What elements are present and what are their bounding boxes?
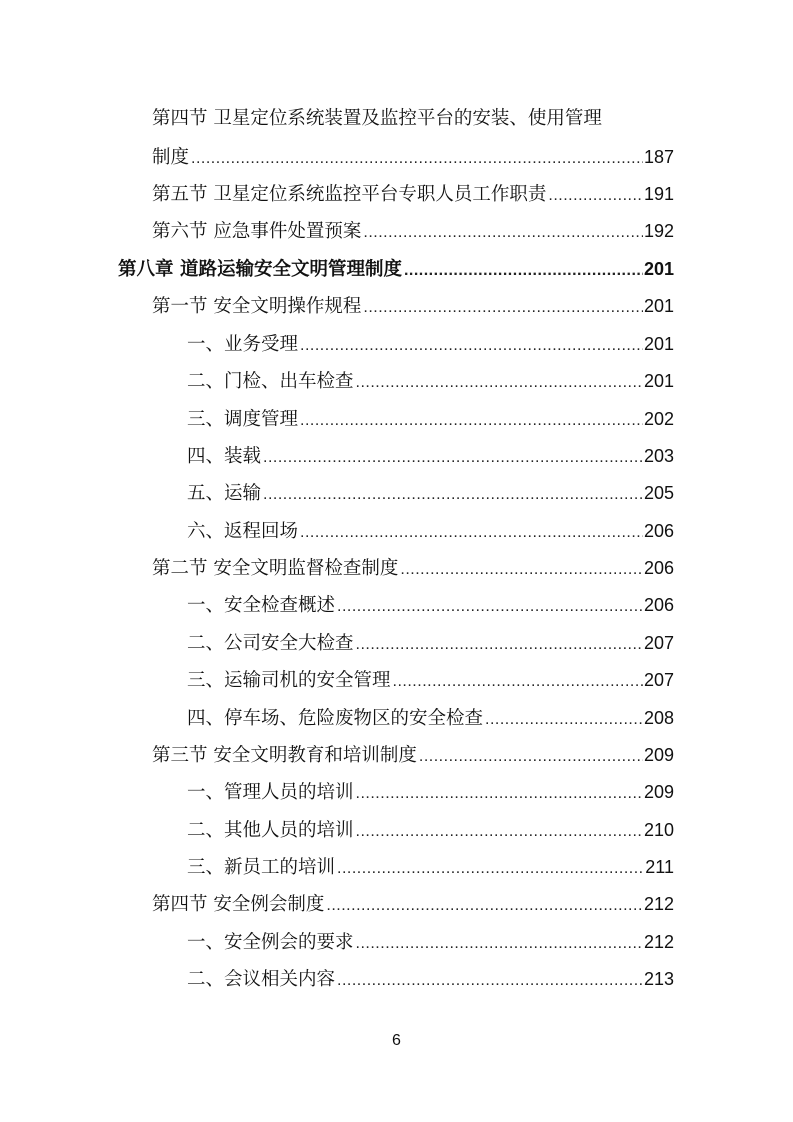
toc-entry-label: 第二节 安全文明监督检查制度: [152, 558, 399, 579]
toc-entry[interactable]: [152, 293, 674, 319]
toc-entry-page: 187: [643, 147, 674, 167]
toc-leader-dots: [263, 482, 643, 506]
toc-leader-dots: [300, 520, 643, 544]
toc-entry-page: 209: [643, 782, 674, 802]
toc-leader-dots: [404, 258, 643, 282]
toc-subentry[interactable]: [187, 331, 674, 357]
toc-entry-label: 三、新员工的培训: [187, 857, 336, 878]
toc-leader-dots: [356, 819, 643, 843]
toc-entry-label: 三、调度管理: [187, 409, 299, 430]
toc-subentry[interactable]: [187, 406, 674, 432]
toc-leader-dots: [300, 333, 643, 357]
toc-leader-dots: [300, 408, 643, 432]
toc-entry-label: 第五节 卫星定位系统监控平台专职人员工作职责: [152, 184, 547, 205]
toc-leader-dots: [356, 632, 643, 656]
toc-entry-page: 207: [643, 633, 674, 653]
toc-leader-dots: [363, 295, 643, 319]
toc-entry-page: 201: [643, 371, 674, 391]
toc-subentry[interactable]: [187, 817, 674, 843]
toc-subentry[interactable]: [187, 443, 674, 469]
toc-leader-dots: [400, 557, 643, 581]
toc-entry[interactable]: [152, 218, 674, 244]
toc-entry-page: 201: [643, 259, 674, 279]
toc-subentry[interactable]: [187, 667, 674, 693]
toc-subentry[interactable]: [187, 518, 674, 544]
toc-leader-dots: [337, 856, 644, 880]
toc-entry-page: 205: [643, 483, 674, 503]
toc-entry-page: 202: [643, 409, 674, 429]
toc-subentry[interactable]: [187, 480, 674, 506]
toc-entry-page: 191: [643, 184, 674, 204]
toc-entry-label: 四、停车场、危险废物区的安全检查: [187, 708, 484, 729]
toc-leader-dots: [356, 370, 643, 394]
toc-entry-label: 第四节 安全例会制度: [152, 894, 325, 915]
toc-entry-label: 第八章 道路运输安全文明管理制度: [118, 259, 402, 280]
toc-leader-dots: [485, 707, 643, 731]
toc-entry-label: 四、装载: [187, 446, 262, 467]
toc-entry-page: 201: [643, 296, 674, 316]
toc-leader-dots: [356, 781, 643, 805]
toc-entry-label: 二、其他人员的培训: [187, 820, 354, 841]
toc-entry-page: 203: [643, 446, 674, 466]
toc-leader-dots: [337, 968, 643, 992]
toc-subentry[interactable]: [187, 592, 674, 618]
toc-leader-dots: [326, 893, 643, 917]
toc-subentry[interactable]: [187, 966, 674, 992]
page-number: 6: [392, 1032, 401, 1049]
toc-entry-label: 第三节 安全文明教育和培训制度: [152, 745, 417, 766]
toc-entry-page: 212: [643, 894, 674, 914]
toc-leader-dots: [191, 146, 643, 170]
toc-leader-dots: [393, 669, 643, 693]
toc-entry-page: 212: [643, 932, 674, 952]
toc-leader-dots: [356, 931, 643, 955]
toc-subentry[interactable]: [187, 368, 674, 394]
toc-entry[interactable]: [152, 891, 674, 917]
toc-leader-dots: [363, 220, 643, 244]
toc-entry-label: 第六节 应急事件处置预案: [152, 221, 362, 242]
toc-entry-label: 二、会议相关内容: [187, 969, 336, 990]
toc-entry-page: 192: [643, 221, 674, 241]
toc-subentry[interactable]: [187, 630, 674, 656]
toc-entry-section-4-line2[interactable]: [152, 144, 674, 170]
toc-entry-label: 一、业务受理: [187, 334, 299, 355]
toc-entry-label: 第四节 卫星定位系统装置及监控平台的安装、使用管理: [152, 108, 602, 129]
toc-entry[interactable]: [152, 181, 674, 207]
toc-subentry[interactable]: [187, 705, 674, 731]
toc-subentry[interactable]: [187, 854, 674, 880]
toc-entry-page: 201: [643, 334, 674, 354]
toc-leader-dots: [263, 445, 643, 469]
toc-entry-label: 一、安全检查概述: [187, 595, 336, 616]
toc-entry-label: 三、运输司机的安全管理: [187, 670, 391, 691]
toc-leader-dots: [419, 744, 643, 768]
toc-entry-page: 213: [643, 969, 674, 989]
toc-entry-label: 一、管理人员的培训: [187, 782, 354, 803]
toc-entry-page: 206: [643, 521, 674, 541]
toc-entry-page: 209: [643, 745, 674, 765]
toc-chapter-entry[interactable]: [118, 256, 674, 282]
toc-entry-page: 210: [643, 820, 674, 840]
toc-entry[interactable]: [152, 742, 674, 768]
toc-subentry[interactable]: [187, 779, 674, 805]
toc-subentry[interactable]: [187, 929, 674, 955]
toc-entry[interactable]: [152, 555, 674, 581]
toc-leader-dots: [337, 594, 643, 618]
toc-entry-page: 208: [643, 708, 674, 728]
toc-entry-label: 二、公司安全大检查: [187, 633, 354, 654]
toc-entry-section-4-line1[interactable]: [152, 106, 602, 132]
toc-entry-page: 206: [643, 558, 674, 578]
toc-entry-page: 207: [643, 670, 674, 690]
toc-entry-label: 六、返程回场: [187, 521, 299, 542]
toc-entry-label: 一、安全例会的要求: [187, 932, 354, 953]
toc-entry-label: 制度: [152, 147, 190, 168]
toc-entry-page: 206: [643, 595, 674, 615]
toc-entry-label: 二、门检、出车检查: [187, 371, 354, 392]
toc-entry-label: 第一节 安全文明操作规程: [152, 296, 362, 317]
toc-entry-page: 211: [645, 857, 674, 877]
toc-leader-dots: [548, 183, 643, 207]
toc-entry-label: 五、运输: [187, 483, 262, 504]
